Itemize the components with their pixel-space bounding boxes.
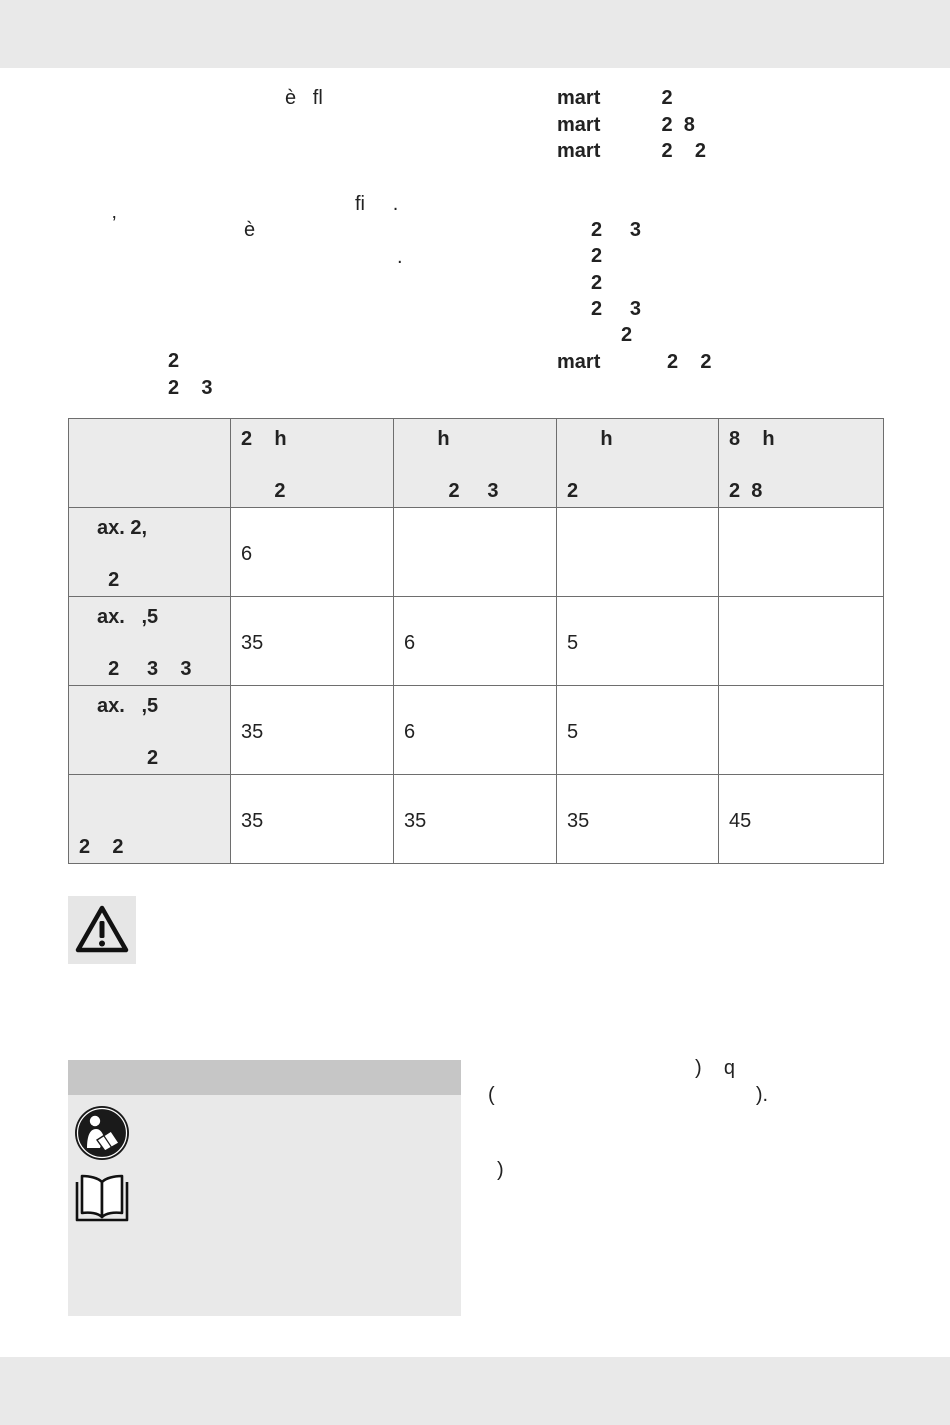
table-row [69,775,884,864]
table-row [69,508,884,597]
row-header-cell: 2 2 [69,775,231,864]
right-text-line-7: 2 3 [591,298,642,320]
left-text-line-1: è fl [285,87,323,109]
row-header-cell: ax. ,5 2 3 3 [69,597,231,686]
right-text-line-9: mart 2 2 [557,351,712,373]
table-cell [719,597,884,686]
table-cell: 45 [719,775,884,864]
left-text-line-5: . [397,246,403,268]
table-cell: 5 [557,686,719,775]
right-text-line-4: 2 3 [591,219,642,241]
table-cell [719,508,884,597]
table-cell: 6 [231,508,394,597]
table-cell: 5 [557,597,719,686]
right-text-line-3: mart 2 2 [557,140,706,162]
left-text-line-4: è [244,219,256,241]
table-header-cell: 2 h 2 [231,419,394,508]
table-header-cell: 8 h 2 8 [719,419,884,508]
warning-triangle-icon [68,896,136,964]
read-manual-icon [73,1104,131,1162]
row-header-cell: ax. ,5 2 [69,686,231,775]
spec-table [68,418,884,864]
right-text-line-8: 2 [621,324,633,346]
table-row [69,597,884,686]
left-text-line-3: ’ [112,213,117,235]
top-band [0,0,950,68]
info-panel [68,1060,461,1316]
table-cell: 35 [231,686,394,775]
table-cell: 35 [394,775,557,864]
lower-right-line-3: ) [497,1159,504,1181]
warning-box [68,896,136,964]
info-panel-header [68,1060,461,1095]
left-text-line-6: 2 [168,350,180,372]
lower-right-line-2: ( ). [488,1084,769,1106]
table-cell: 6 [394,686,557,775]
right-text-line-2: mart 2 8 [557,114,695,136]
bottom-band [0,1357,950,1425]
row-header-cell: ax. 2, 2 [69,508,231,597]
table-header-cell: h 2 3 [394,419,557,508]
table-cell [557,508,719,597]
left-text-line-7: 2 3 [168,377,213,399]
table-cell [394,508,557,597]
table-cell: 35 [231,775,394,864]
table-cell [719,686,884,775]
right-text-line-5: 2 [591,245,603,267]
table-header-cell: h 2 [557,419,719,508]
lower-right-line-1: ) q [695,1057,736,1079]
table-row [69,686,884,775]
left-text-line-2: fi . [355,193,399,215]
right-text-line-6: 2 [591,272,603,294]
table-header-row [69,419,884,508]
table-cell: 35 [231,597,394,686]
table-cell: 6 [394,597,557,686]
open-book-icon [73,1172,131,1224]
table-cell: 35 [557,775,719,864]
table-header-cell [69,419,231,508]
right-text-line-1: mart 2 [557,87,673,109]
